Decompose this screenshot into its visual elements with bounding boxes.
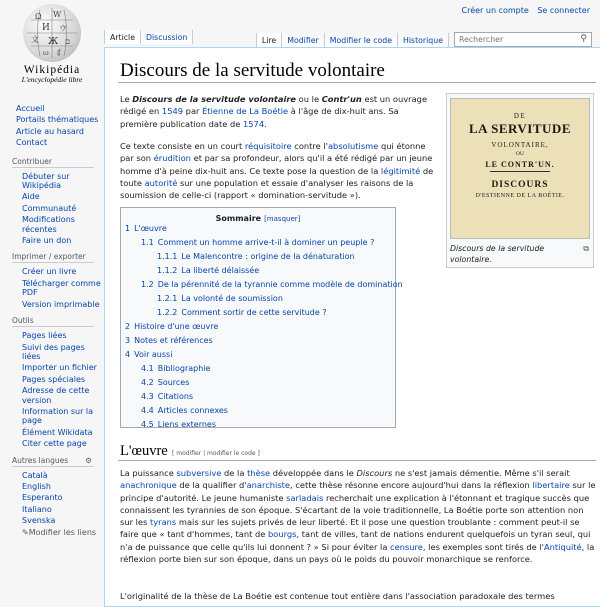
svg-text:W: W (53, 10, 62, 19)
toc-entry-text: La liberté délaissée (181, 266, 260, 275)
text: ne s'est jamais démentie. Même s'il serait (392, 468, 570, 478)
tab-article[interactable]: Article (104, 30, 140, 44)
toc-entry-number: 4.3 (141, 392, 154, 401)
tab-discussion[interactable]: Discussion (140, 30, 193, 44)
svg-text:Ω: Ω (35, 12, 42, 21)
toc-entry-number: 2 (125, 322, 131, 331)
toc-entry-number: 3 (125, 336, 131, 345)
cover-line-discours: DISCOURS (491, 180, 549, 190)
login-link[interactable]: Se connecter (537, 6, 590, 15)
toc-entry[interactable] (141, 406, 228, 415)
sidebar (0, 104, 104, 544)
intro-paragraph-2 (120, 140, 438, 201)
magnify-clip-icon[interactable]: ⧉ (583, 244, 589, 253)
toc-entry[interactable] (141, 378, 189, 387)
toc-entry-number: 1 (125, 224, 131, 233)
toc-entry[interactable] (141, 280, 403, 289)
toc-entry-number: 4.2 (141, 378, 154, 387)
text: qui étonne par son (120, 141, 426, 164)
toc-entry[interactable] (141, 364, 210, 373)
text: et par sa profondeur, alors qu'il a été rédigé par un jeune homme d'à peine dix-huit ans. Ce texte pose la question de la (120, 153, 433, 176)
text: sur le principe d'autorité. Le jeune humaniste (120, 480, 596, 503)
logo-wordmark: Wikipédia (23, 64, 81, 76)
search-placeholder: Rechercher (459, 35, 504, 44)
personal-tools (456, 6, 590, 15)
link-censure[interactable]: censure (390, 541, 423, 552)
book-cover-thumbnail (446, 93, 594, 268)
toc-entry-text: L'œuvre (134, 224, 167, 233)
text: La puissance (120, 468, 177, 478)
toc-entry-number: 4.4 (141, 406, 154, 415)
toc-entry-text: Histoire d'une œuvre (134, 322, 219, 331)
text: Ce texte consiste en un court (120, 141, 245, 151)
text: de toute (120, 165, 434, 188)
link-tyrans[interactable]: tyrans (150, 517, 177, 528)
link-author[interactable]: Étienne de La Boétie (202, 106, 289, 117)
link-subversive[interactable]: subversive (176, 468, 222, 478)
link-requisitoire[interactable]: réquisitoire (244, 141, 292, 151)
view-tabs (256, 30, 592, 47)
text: . (264, 118, 267, 129)
toc-entry[interactable] (157, 252, 355, 261)
toc-entry-text: Articles connexes (157, 406, 228, 415)
pencil-icon: ✎ (22, 527, 29, 537)
edit-links-label: Modifier les liens (28, 527, 97, 537)
cover-line-servitude: LA SERVITUDE (469, 121, 571, 136)
sidebar-item-information-page[interactable]: Information sur la page (22, 406, 94, 426)
toc-entry-text: Comment sortir de cette servitude ? (181, 308, 327, 317)
toc-entry-text: Citations (157, 392, 194, 401)
cover-line-volontaire: VOLONTAIRE, (491, 141, 549, 149)
create-account-link[interactable]: Créer un compte (461, 6, 529, 15)
toc-entry-text: Le Malencontre : origine de la dénaturation (181, 252, 355, 261)
lang-item-svenska[interactable]: Svenska (22, 516, 56, 526)
toc-entry-number: 1.1.2 (157, 266, 178, 275)
toc-entry-number: 1.1 (141, 238, 154, 247)
link-anarchiste[interactable]: anarchiste (246, 480, 291, 491)
sidebar-item-adresse-version[interactable]: Adresse de cette version (22, 386, 90, 405)
text: sur une population et essaie d'analyser les raisons de la soumission de celle-ci (rapport « domination-servitude »). (120, 177, 414, 201)
toc-entry[interactable] (141, 392, 193, 401)
cover-rule (490, 171, 550, 172)
text: , la réflexion porte bien sur son époque, dans un pays où le poids du pouvoir monarchique se renforce. (120, 541, 595, 565)
sidebar-item-pages-liees[interactable]: Pages liées (22, 331, 67, 341)
sidebar-heading-outils: Outils (12, 316, 94, 327)
toc-entry-text: Voir aussi (134, 350, 173, 359)
toc-entry[interactable] (157, 294, 283, 303)
page-title: Discours de la servitude volontaire (120, 60, 385, 81)
toc-title: Sommaire (215, 214, 262, 223)
text: , les exemples sont tirés de l' (422, 541, 544, 552)
toc-entry[interactable] (125, 350, 172, 359)
svg-text:ई: ई (57, 49, 61, 57)
svg-text:Ж: Ж (48, 37, 59, 47)
toc-entry-text: Sources (157, 378, 190, 387)
toc-entry-text: Liens externes (157, 420, 216, 429)
text: , tant de villes, tant de nations endurent quelquefois un tyran seul, qui n'a de puissance que celle qu'ils lui donnent ? » Si pour éviter la (120, 529, 591, 552)
lang-item-esperanto[interactable]: Esperanto (22, 493, 63, 503)
sidebar-item-importer[interactable]: Importer un fichier (22, 363, 97, 373)
table-of-contents (120, 207, 403, 429)
sidebar-item-accueil[interactable]: Accueil (16, 104, 45, 113)
toc-entry[interactable] (157, 266, 259, 275)
toc-entry-number: 4 (125, 350, 131, 359)
svg-text:ウ: ウ (59, 24, 67, 33)
link-these[interactable]: thèse (247, 468, 271, 478)
text: mais sur les sujets privés de leur liberté. Et il pose une question troublante : comment peut-il se faire que « tant d'hommes, tant de (120, 517, 580, 540)
cover-line-de: DE (513, 112, 527, 120)
sidebar-heading-langues (12, 456, 94, 467)
section-paragraph-2: L'originalité de la thèse de La Boétie est contenue tout entière dans l'association paradoxale des termes (120, 591, 555, 601)
toc-entry-number: 1.2.1 (157, 294, 178, 303)
text: par (183, 106, 203, 117)
svg-text:ω: ω (43, 49, 49, 57)
toc-entry-text: Bibliographie (157, 364, 211, 373)
text: à l'âge de dix-huit ans. Sa première publication date de (120, 106, 399, 129)
link-erudition[interactable]: érudition (153, 153, 191, 164)
search-icon[interactable]: ⚲ (580, 34, 587, 44)
lang-item-english[interactable]: English (22, 481, 51, 491)
logo-tagline: L'encyclopédie libre (21, 75, 83, 84)
toc-entry[interactable] (125, 224, 167, 233)
sidebar-heading-langues-label: Autres langues (12, 455, 69, 465)
toc-entry-text: De la pérennité de la tyrannie comme modèle de domination (157, 280, 403, 289)
cover-line-contrun: LE CONTR'UN. (485, 160, 555, 169)
title-divider (118, 82, 596, 83)
svg-text:ם: ם (65, 37, 70, 46)
bold-title-2: Contr'un (321, 94, 362, 104)
sidebar-item-don[interactable]: Faire un don (22, 236, 72, 246)
toc-entry-number: 4.5 (141, 420, 154, 429)
namespace-tabs (104, 30, 193, 47)
toc-entry-number: 4.1 (141, 364, 154, 373)
sidebar-item-citer[interactable]: Citer cette page (22, 439, 87, 449)
cover-line-ou: OU (516, 151, 524, 157)
link-legitimite[interactable]: légitimité (380, 165, 421, 176)
sidebar-item-aide[interactable]: Aide (22, 192, 40, 202)
sidebar-item-portails[interactable]: Portails thématiques (16, 115, 99, 125)
link-sarladais[interactable]: sarladais (286, 492, 324, 503)
italic-discours: Discours (356, 468, 393, 478)
text: est un ouvrage rédigé en (120, 94, 428, 117)
svg-text:И: И (42, 23, 50, 33)
section-heading-oeuvre: L'œuvre (120, 443, 168, 459)
sidebar-outils (12, 316, 104, 449)
text: Le (120, 94, 133, 104)
link-absolutisme[interactable]: absolutisme (327, 141, 379, 151)
link-anachronique[interactable]: anachronique (120, 480, 177, 491)
link-libertaire[interactable]: libertaire (532, 480, 570, 491)
search-input[interactable] (454, 32, 592, 47)
toc-entry-number: 1.1.1 (157, 252, 178, 261)
puzzle-globe-icon (23, 4, 81, 62)
sidebar-langues (12, 455, 104, 537)
lang-item-italiano[interactable]: Italiano (22, 504, 52, 514)
intro-paragraph-1 (120, 93, 438, 130)
book-cover-image[interactable] (450, 98, 590, 239)
toc-entry-text: Comment un homme arrive-t-il à dominer un peuple ? (157, 238, 375, 247)
sidebar-imprimer (12, 252, 104, 309)
sidebar-item-wikidata[interactable]: Élément Wikidata (22, 427, 93, 437)
image-caption: Discours de la servitude volontaire. (450, 244, 545, 264)
toc-entry-number: 1.2.2 (157, 308, 178, 317)
sidebar-item-suivi[interactable]: Suivi des pages liées (22, 342, 85, 361)
text: , cette thèse résonne encore aujourd'hui dans la réflexion (290, 480, 533, 491)
sidebar-navigation (16, 104, 104, 148)
tab-modifier-code[interactable]: Modifier le code (324, 33, 397, 47)
sidebar-item-pages-speciales[interactable]: Pages spéciales (22, 374, 86, 384)
sidebar-item-debuter[interactable]: Débuter sur Wikipédia (22, 171, 70, 191)
toc-entry[interactable] (125, 322, 218, 331)
edit-links[interactable] (16, 528, 104, 537)
link-1549[interactable]: 1549 (161, 106, 184, 117)
link-antiquite[interactable]: Antiquité (543, 541, 582, 552)
toc-entry[interactable] (157, 308, 327, 317)
sidebar-item-modifications-recentes[interactable]: Modifications récentes (22, 215, 75, 234)
link-autorite[interactable]: autorité (144, 177, 178, 188)
text: de la qualifier d' (176, 480, 247, 491)
link-1574[interactable]: 1574 (243, 118, 265, 129)
tab-modifier[interactable]: Modifier (281, 33, 324, 47)
section-paragraph-1 (120, 467, 596, 565)
text: recherchait une explication à l'étonnant et tragique succès que connaissent les tyrannies de son époque. S'écartant de la voie traditionnelle, La Boétie porte son attention non sur les (120, 492, 590, 528)
sidebar-item-hasard[interactable]: Article au hasard (16, 126, 84, 136)
bold-title-1: Discours de la servitude volontaire (132, 94, 297, 104)
sidebar-item-contact[interactable]: Contact (16, 138, 48, 148)
toc-entry[interactable] (141, 420, 216, 429)
cover-line-author: D'ESTIENNE DE LA BOÉTIE. (475, 193, 565, 199)
text: contre l' (291, 141, 328, 151)
toc-entry-text: La volonté de soumission (181, 294, 283, 303)
section-divider (118, 460, 596, 461)
wikipedia-logo[interactable] (10, 4, 94, 84)
link-bourgs[interactable]: bourgs (268, 529, 297, 540)
text: de la (221, 468, 248, 478)
tab-historique[interactable]: Historique (397, 33, 449, 47)
toc-entry-number: 1.2 (141, 280, 154, 289)
toc-entry[interactable] (141, 238, 374, 247)
lang-item-catala[interactable]: Català (22, 470, 48, 480)
text: ou le (296, 94, 322, 104)
sidebar-item-version-imprimable[interactable]: Version imprimable (22, 299, 100, 309)
sidebar-heading-contribuer: Contribuer (12, 157, 94, 168)
sidebar-item-creer-livre[interactable]: Créer un livre (22, 267, 77, 277)
sidebar-item-communaute[interactable]: Communauté (22, 203, 77, 213)
section-edit-links[interactable]: [ modifier | modifier le code ] (172, 450, 260, 457)
tab-lire[interactable]: Lire (256, 33, 281, 47)
sidebar-contribuer (12, 156, 104, 246)
toc-entry[interactable] (125, 336, 213, 345)
svg-text:文: 文 (31, 35, 39, 44)
gear-icon[interactable]: ⚙ (85, 455, 92, 465)
toc-entry-text: Notes et références (134, 336, 213, 345)
toc-toggle[interactable]: [masquer] (264, 215, 301, 223)
text: développée dans le (270, 468, 357, 478)
sidebar-item-pdf[interactable]: Télécharger comme PDF (22, 278, 101, 298)
toc-header (121, 214, 395, 223)
sidebar-heading-imprimer: Imprimer / exporter (12, 252, 94, 263)
